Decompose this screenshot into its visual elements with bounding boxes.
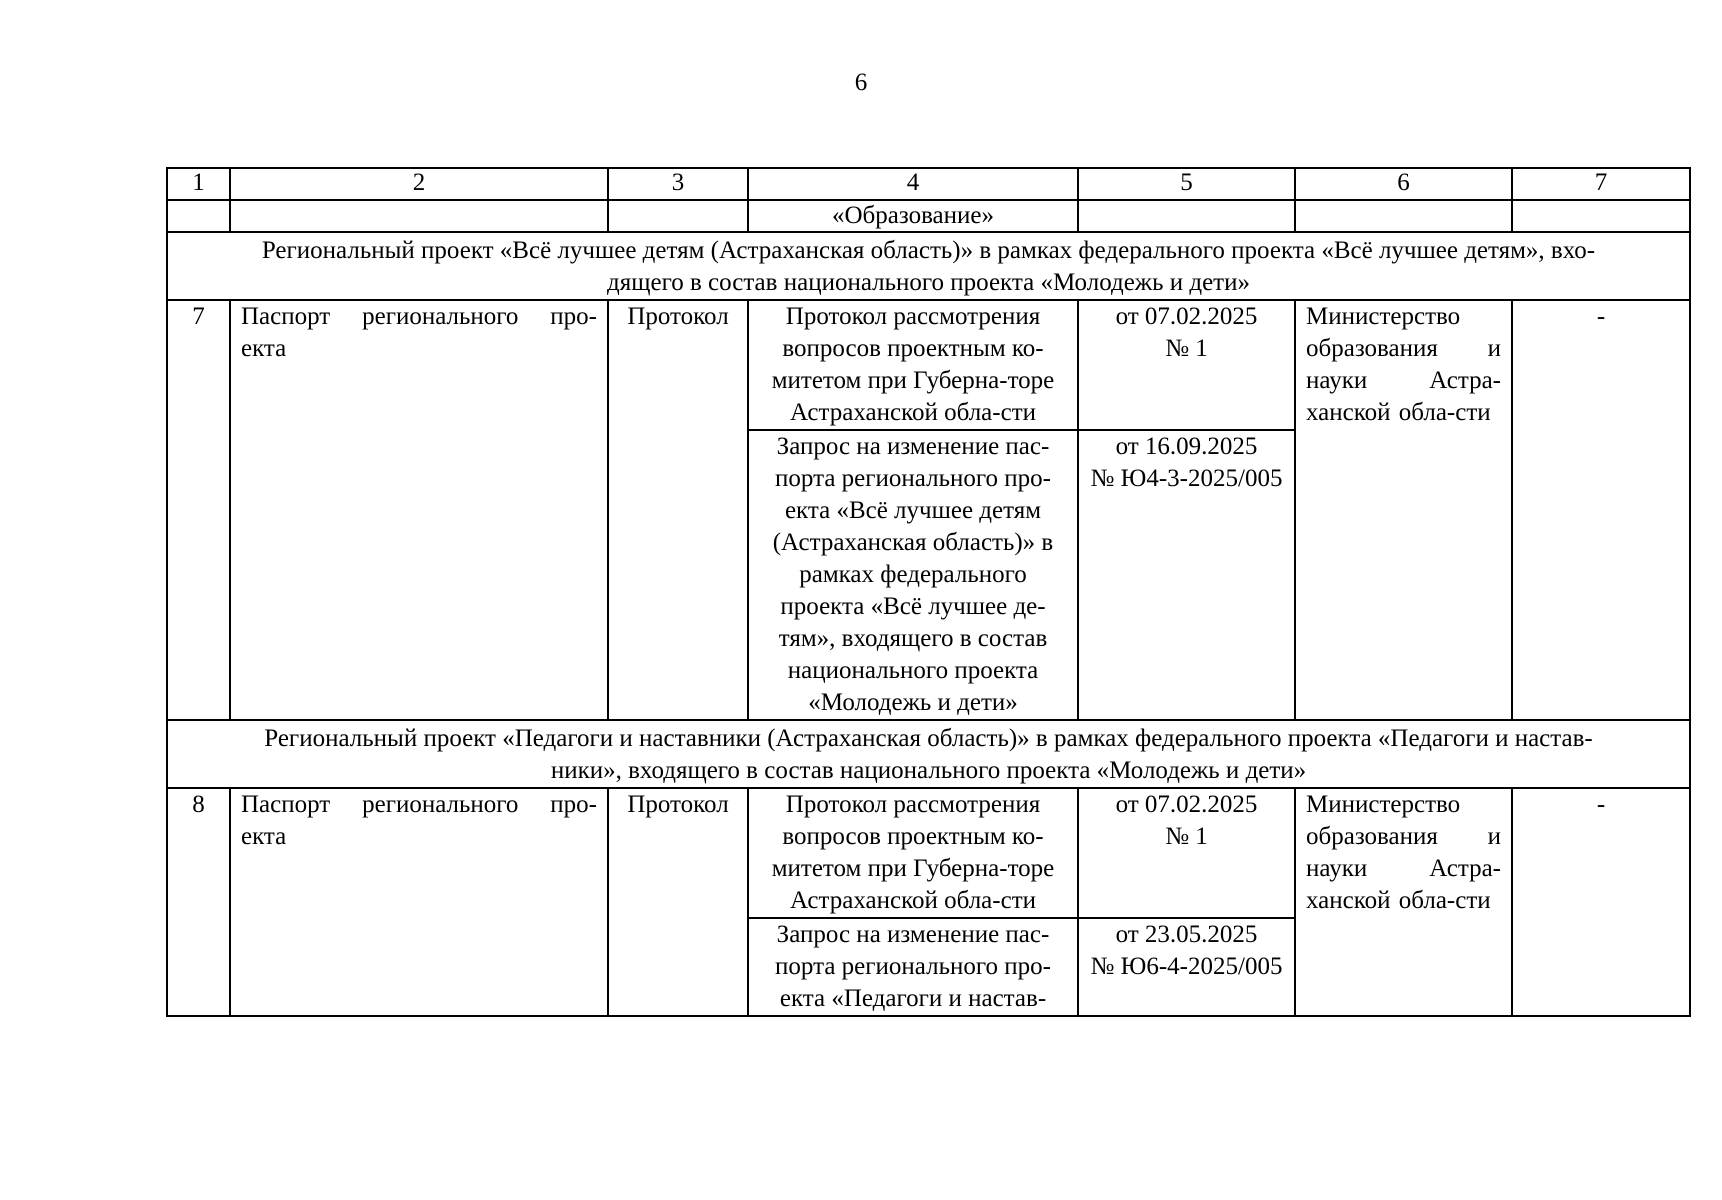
column-number-6: 6 (1295, 168, 1512, 200)
continuation-cell-3 (608, 200, 748, 232)
row-responsible: Министерство образования и науки Астра-ханской обла-сти (1295, 788, 1512, 1016)
row-name-line: Паспорт регионального про- (241, 791, 597, 818)
column-number-2: 2 (230, 168, 608, 200)
continuation-cell-5 (1078, 200, 1295, 232)
document-details (1078, 788, 1295, 918)
row-number: 8 (167, 788, 230, 1016)
continuation-cell-7 (1512, 200, 1690, 232)
continuation-cell-1 (167, 200, 230, 232)
column-number-1: 1 (167, 168, 230, 200)
document-details (1078, 918, 1295, 1016)
column-number-4: 4 (748, 168, 1078, 200)
section-title (167, 720, 1690, 788)
document-description: Протокол рассмотрения вопросов проектным ко-митетом при Губерна-торе Астраханской обла-сти (748, 788, 1078, 918)
section-header-row (167, 232, 1690, 300)
document-description: Протокол рассмотрения вопросов проектным ко-митетом при Губерна-торе Астраханской обла-сти (748, 300, 1078, 430)
document-number: № Ю6-4-2025/005 (1090, 953, 1283, 980)
document-details (1078, 300, 1295, 430)
row-responsible: Министерство образования и науки Астра-ханской обла-сти (1295, 300, 1512, 720)
page-number: 6 (854, 69, 868, 96)
row-name-line: екта (241, 823, 287, 850)
section-title (167, 232, 1690, 300)
document-number: № 1 (1165, 335, 1208, 362)
continuation-row (167, 200, 1690, 232)
document-number: № 1 (1165, 823, 1208, 850)
document-date: от 23.05.2025 (1115, 921, 1258, 948)
section-title-line: Региональный проект «Педагоги и наставники (Астраханская область)» в рамках федерального проекта «Педагоги и настав- (264, 725, 1593, 752)
document-description: Запрос на изменение пас-порта регионального про-екта «Педагоги и настав- (748, 918, 1078, 1016)
table-row (167, 788, 1690, 918)
document-date: от 07.02.2025 (1115, 791, 1258, 818)
continuation-cell-2 (230, 200, 608, 232)
document-date: от 16.09.2025 (1115, 433, 1258, 460)
column-number-7: 7 (1512, 168, 1690, 200)
column-number-3: 3 (608, 168, 748, 200)
column-number-5: 5 (1078, 168, 1295, 200)
continuation-cell-4: «Образование» (748, 200, 1078, 232)
section-title-line: ники», входящего в состав национального проекта «Молодежь и дети» (550, 757, 1307, 784)
row-note: - (1512, 788, 1690, 1016)
section-title-line: Региональный проект «Всё лучшее детям (Астраханская область)» в рамках федерального проекта «Всё лучшее детям», вхо- (261, 237, 1596, 264)
document-description: Запрос на изменение пас-порта регионального про-екта «Всё лучшее детям (Астраханская область)» в рамках федерального проекта «Всё лучшее де-тям», входящего в состав национального проекта «Молодежь и дети» (748, 430, 1078, 720)
document-details (1078, 430, 1295, 720)
section-header-row (167, 720, 1690, 788)
row-doc-type: Протокол (608, 788, 748, 1016)
document-date: от 07.02.2025 (1115, 303, 1258, 330)
table-row (167, 300, 1690, 430)
row-name-line: екта (241, 335, 287, 362)
column-numbers-row (167, 168, 1690, 200)
section-title-line: дящего в состав национального проекта «Молодежь и дети» (607, 269, 1250, 296)
row-name-line: Паспорт регионального про- (241, 303, 597, 330)
document-table (166, 167, 1691, 1017)
continuation-cell-6 (1295, 200, 1512, 232)
row-doc-type: Протокол (608, 300, 748, 720)
row-name (230, 300, 608, 720)
row-note: - (1512, 300, 1690, 720)
document-number: № Ю4-3-2025/005 (1090, 465, 1283, 492)
row-number: 7 (167, 300, 230, 720)
row-name (230, 788, 608, 1016)
